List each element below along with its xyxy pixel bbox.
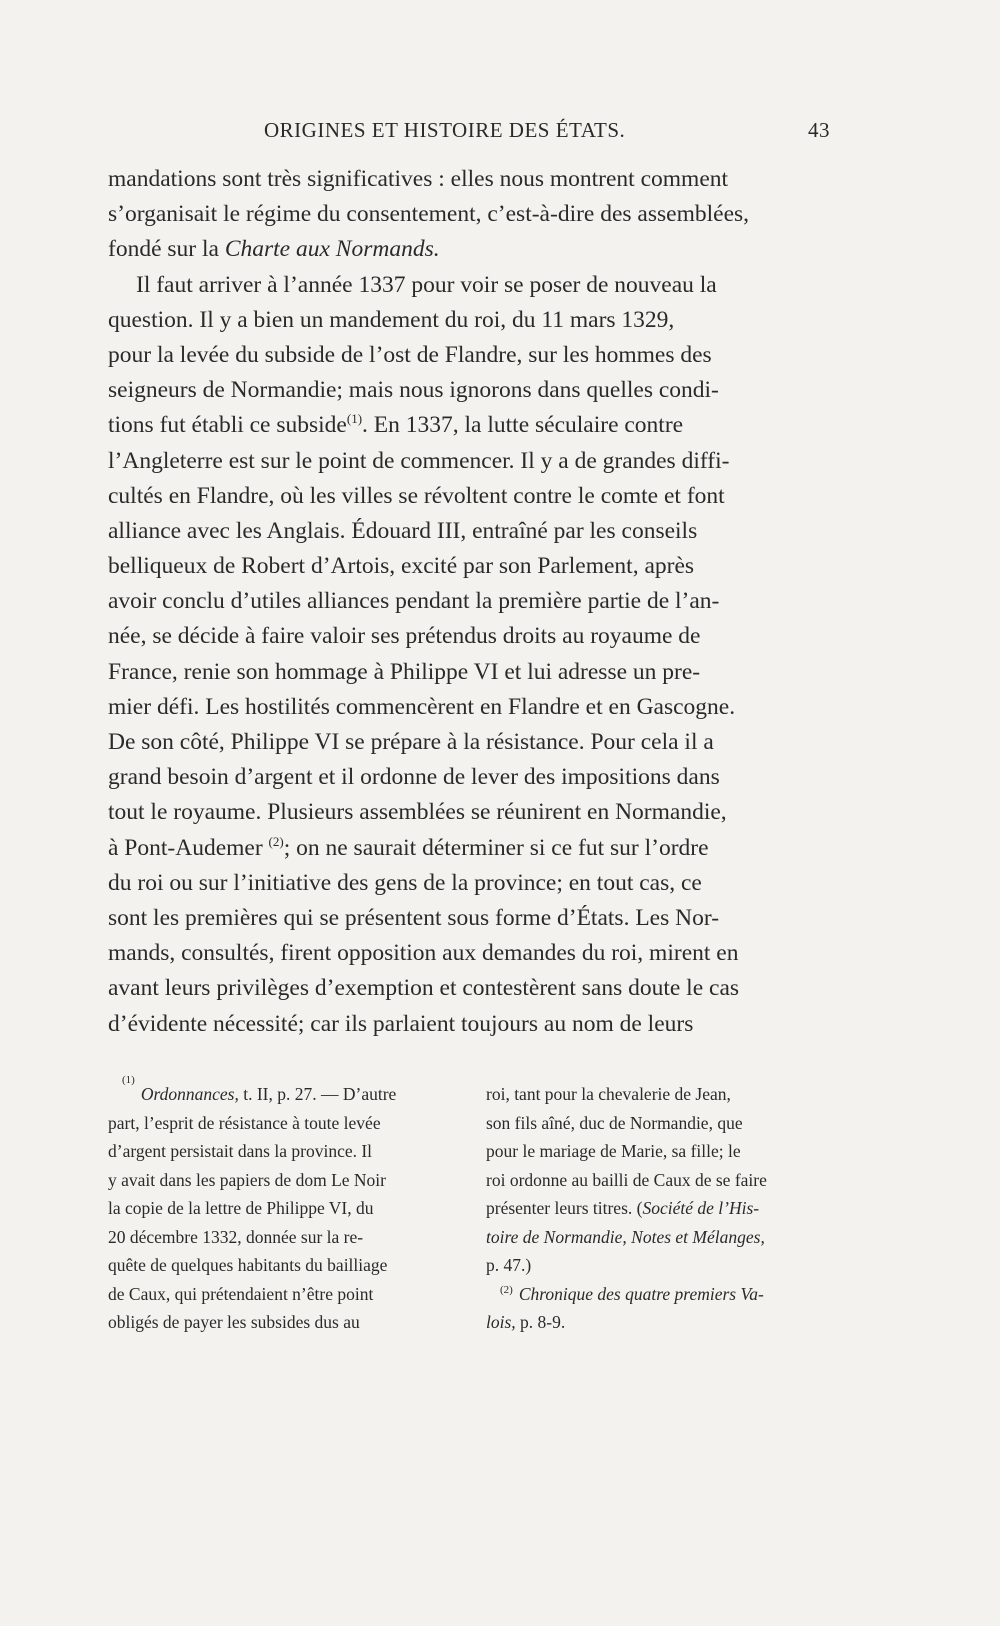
text-line: fondé sur la Charte aux Normands. [108,232,830,267]
text-line: avoir conclu d’utiles alliances pendant la première partie de l’an- [108,588,720,615]
footnote-line: 20 décembre 1332, donnée sur la re- [108,1226,364,1247]
footnote-line: y avait dans les papiers de dom Le Noir [108,1169,386,1190]
footnote-ref-1: (1) [346,411,363,427]
text-line: s’organisait le régime du consentement, c’est-à-dire des assemblées, [108,201,750,228]
footnote-line: de Caux, qui prétendaient n’être point [108,1283,374,1304]
footnote-marker: (2) [500,1283,513,1296]
footnote-column-right [486,1080,824,1337]
footnote-column-left [108,1074,446,1337]
footnote-line: toire de Normandie, Notes et Mélanges, [486,1226,765,1247]
text-line: tions fut établi ce subside$^{(1)}$. En 1337, la lutte séculaire contre [108,411,684,439]
italic-title: Charte aux Normands. [224,236,440,263]
text-line: mands, consultés, firent opposition aux demandes du roi, mirent en [108,940,739,967]
footnote-line: (1) Ordonnances, t. II, p. 27. — D’autre [108,1080,446,1109]
text-line: alliance avec les Anglais. Édouard III, entraîné par les conseils [108,517,698,544]
text-line: sont les premières qui se présentent sous forme d’États. Les Nor- [108,904,720,931]
footnote-line: p. 47.) [486,1255,532,1275]
text-line: avant leurs privilèges d’exemption et contestèrent sans doute le cas [108,975,740,1002]
text-line: pour la levée du subside de l’ost de Flandre, sur les hommes des [108,341,712,368]
running-head [108,118,830,148]
footnote-line: présenter leurs titres. (Société de l’His- [486,1198,760,1218]
text-line: grand besoin d’argent et il ordonne de lever des impositions dans [108,764,720,791]
footnote-ref-2: (2) [268,833,284,849]
footnote-line: quête de quelques habitants du bailliage [108,1255,388,1275]
footnote-marker: (1) [122,1074,135,1086]
text-line: mier défi. Les hostilités commencèrent en Flandre et en Gascogne. [108,693,736,720]
footnote-line: roi, tant pour la chevalerie de Jean, [486,1084,731,1104]
footnote-line: son fils aîné, duc de Normandie, que [486,1112,743,1133]
text-line: mandations sont très significatives : elles nous montrent comment [108,166,729,192]
footnote-line: obligés de payer les subsides dus au [108,1312,360,1332]
footnote-line: part, l’esprit de résistance à toute levée [108,1112,381,1133]
text-line: belliqueux de Robert d’Artois, excité par son Parlement, après [108,553,695,580]
text-line: née, se décide à faire valoir ses prétendus droits au royaume de [108,623,701,650]
text-line: d’évidente nécessité; car ils parlaient toujours au nom de leurs [108,1010,694,1037]
footnote-line: la copie de la lettre de Philippe VI, du [108,1198,374,1218]
footnote-line: roi ordonne au bailli de Caux de se faire [486,1169,767,1190]
footnote-line: d’argent persistait dans la province. Il [108,1141,373,1161]
page-number: 43 [808,118,830,142]
footnote-line: lois, p. 8-9. [486,1312,566,1332]
text-line: seigneurs de Normandie; mais nous ignorons dans quelles condi- [108,377,719,404]
text-line: De son côté, Philippe VI se prépare à la résistance. Pour cela il a [108,729,714,755]
text-line: France, renie son hommage à Philippe VI et lui adresse un pre- [108,658,701,685]
text-line: question. Il y a bien un mandement du roi, du 11 mars 1329, [108,306,675,333]
text-line: l’Angleterre est sur le point de commencer. Il y a de grandes diffi- [108,447,730,474]
text-line: tout le royaume. Plusieurs assemblées se réunirent en Normandie, [108,799,727,826]
running-title: ORIGINES ET HISTOIRE DES ÉTATS. [264,118,626,142]
text-line: cultés en Flandre, où les villes se révoltent contre le comte et font [108,482,725,509]
footnote-line: $^{(2)}$ Chronique des quatre premiers Va- [500,1283,764,1304]
text-line: à Pont-Audemer $^{(2)}$; on ne saurait déterminer si ce fut sur l’ordre [108,833,709,861]
main-text [108,162,830,1042]
footnotes [108,1074,830,1340]
text-line: du roi ou sur l’initiative des gens de la province; en tout cas, ce [108,869,702,896]
footnote-line: pour le mariage de Marie, sa fille; le [486,1141,741,1161]
text-line: Il faut arriver à l’année 1337 pour voir se poser de nouveau la [136,271,717,298]
